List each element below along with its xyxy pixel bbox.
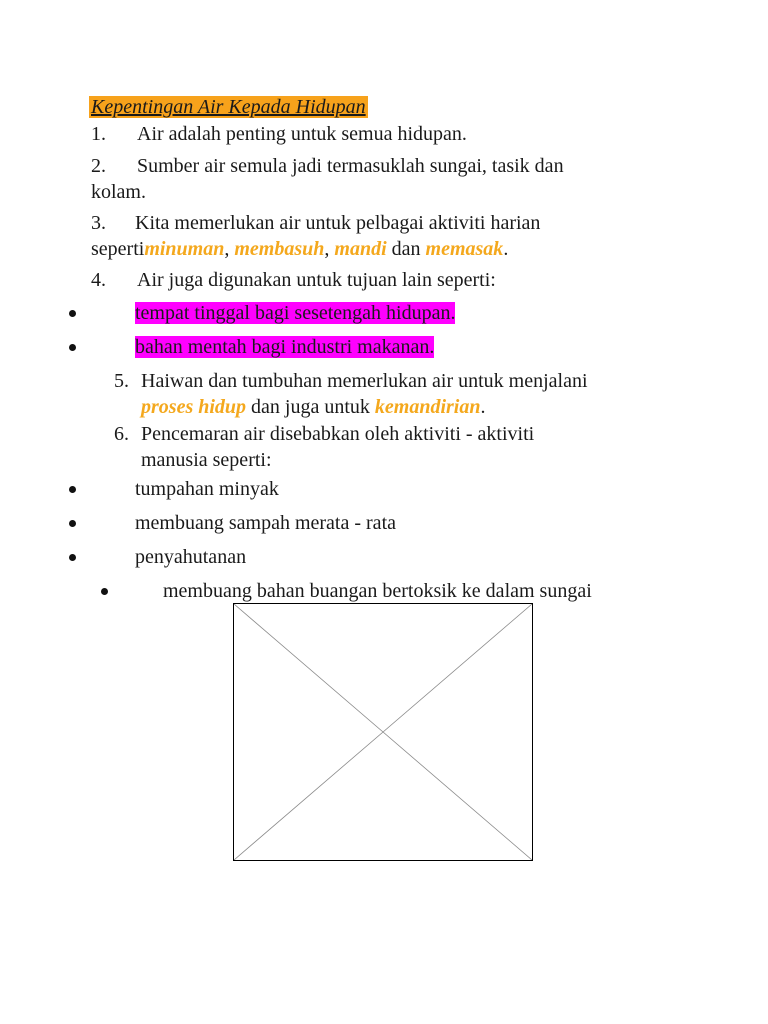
list-item-3-continuation xyxy=(91,237,508,261)
bullet-text: penyahutanan xyxy=(135,546,247,568)
separator: , xyxy=(324,238,335,260)
bullet-item xyxy=(135,301,455,325)
bullet-item xyxy=(135,477,279,501)
list-item-2 xyxy=(91,154,564,178)
bullet-text: tempat tinggal bagi sesetengah hidupan. xyxy=(135,302,456,324)
item-number: 6. xyxy=(114,423,129,445)
separator: dan xyxy=(386,238,426,260)
bullet-icon xyxy=(69,344,76,351)
item-text: Haiwan dan tumbuhan memerlukan air untuk menjalani xyxy=(141,370,588,392)
list-item-5-continuation xyxy=(141,395,485,419)
bullet-item xyxy=(135,335,434,359)
item-number: 5. xyxy=(114,370,129,392)
document-title xyxy=(89,95,368,119)
item-text-mid: dan juga untuk xyxy=(246,396,375,418)
item-text-cont: kolam. xyxy=(91,181,146,203)
item-text: Kita memerlukan air untuk pelbagai aktiviti harian xyxy=(135,212,541,234)
image-placeholder-cross-icon xyxy=(234,604,532,860)
bullet-icon xyxy=(101,588,108,595)
item-text-cont: seperti xyxy=(91,238,145,260)
bullet-text: bahan mentah bagi industri makanan. xyxy=(135,336,435,358)
bullet-icon xyxy=(69,486,76,493)
emphasis-membasuh: membasuh xyxy=(234,238,325,260)
terminator: . xyxy=(503,238,509,260)
item-number: 1. xyxy=(91,123,106,145)
title-text: Kepentingan Air Kepada Hidupan xyxy=(91,96,366,118)
bullet-icon xyxy=(69,520,76,527)
emphasis-kemandirian: kemandirian xyxy=(374,396,481,418)
item-number: 3. xyxy=(91,212,106,234)
emphasis-proses-hidup: proses hidup xyxy=(141,396,247,418)
bullet-icon xyxy=(69,554,76,561)
item-text: Sumber air semula jadi termasuklah sungai, tasik dan xyxy=(137,155,564,177)
list-item-1 xyxy=(91,122,467,146)
list-item-5 xyxy=(114,369,588,393)
bullet-text: membuang bahan buangan bertoksik ke dalam sungai xyxy=(163,580,592,602)
bullet-text: tumpahan minyak xyxy=(135,478,279,500)
emphasis-memasak: memasak xyxy=(425,238,504,260)
list-item-6-continuation xyxy=(141,448,272,472)
item-number: 2. xyxy=(91,155,106,177)
terminator: . xyxy=(480,396,486,418)
bullet-icon xyxy=(69,310,76,317)
bullet-item xyxy=(135,545,246,569)
item-text: Air adalah penting untuk semua hidupan. xyxy=(137,123,467,145)
list-item-6 xyxy=(114,422,535,446)
emphasis-mandi: mandi xyxy=(334,238,387,260)
emphasis-minuman: minuman xyxy=(144,238,225,260)
item-text: Air juga digunakan untuk tujuan lain seperti: xyxy=(137,269,496,291)
list-item-4 xyxy=(91,268,496,292)
bullet-item xyxy=(135,511,396,535)
list-item-3 xyxy=(91,211,541,235)
item-number: 4. xyxy=(91,269,106,291)
bullet-text: membuang sampah merata - rata xyxy=(135,512,396,534)
item-text: Pencemaran air disebabkan oleh aktiviti - aktiviti xyxy=(141,423,535,445)
list-item-2-continuation xyxy=(91,180,146,204)
image-placeholder xyxy=(233,603,533,861)
bullet-item xyxy=(163,579,592,603)
item-text-cont: manusia seperti: xyxy=(141,449,272,471)
separator: , xyxy=(224,238,235,260)
